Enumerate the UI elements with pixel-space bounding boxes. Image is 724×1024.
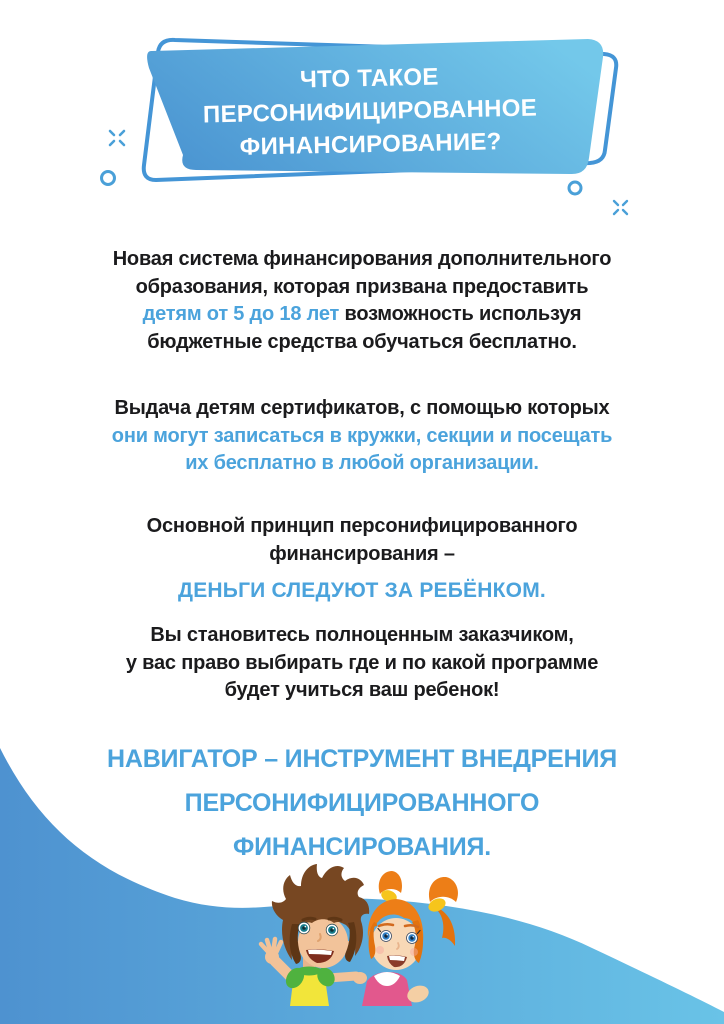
circle-outline-icon bbox=[102, 172, 115, 185]
boy-eyebrow bbox=[329, 918, 341, 920]
intro-paragraph bbox=[50, 246, 674, 356]
principle-line: Основной принцип персонифицированного bbox=[146, 515, 578, 537]
boy-figure bbox=[261, 864, 369, 1006]
sparkle-cross-icon bbox=[110, 131, 124, 145]
principle-line: финансирования – bbox=[269, 542, 455, 565]
boy-eyebrow bbox=[303, 918, 315, 920]
certificates-line: Выдача детям сертификатов, с помощью которых bbox=[114, 397, 610, 419]
banner-title-line: ФИНАНСИРОВАНИЕ? bbox=[239, 128, 502, 161]
intro-line bbox=[50, 301, 674, 329]
certificates-line-accent: они могут записаться в кружки, секции и посещать bbox=[111, 424, 613, 447]
intro-age-highlight: детям от 5 до 18 лет bbox=[142, 303, 340, 325]
girl-blush bbox=[410, 948, 418, 956]
boy-hand bbox=[353, 972, 367, 984]
banner-title-line: ПЕРСОНИФИЦИРОВАННОЕ bbox=[202, 94, 538, 129]
intro-line: бюджетные средства обучаться бесплатно. bbox=[147, 330, 577, 353]
intro-line-rest: возможность используя bbox=[339, 303, 582, 325]
girl-pigtail bbox=[429, 877, 458, 902]
sparkle-cross-icon bbox=[614, 201, 627, 214]
girl-figure bbox=[362, 871, 458, 1006]
navigator-line: ПЕРСОНИФИЦИРОВАННОГО bbox=[184, 789, 540, 817]
girl-blush bbox=[376, 946, 384, 954]
circle-outline-icon bbox=[569, 182, 581, 194]
intro-line: Новая система финансирования дополнительного bbox=[112, 248, 612, 270]
certificates-paragraph bbox=[50, 395, 674, 478]
children-illustration bbox=[256, 860, 468, 1008]
navigator-line: НАВИГАТОР – ИНСТРУМЕНТ ВНЕДРЕНИЯ bbox=[106, 745, 618, 773]
girl-pigtail bbox=[437, 908, 455, 946]
customer-line: Вы становитесь полноценным заказчиком, bbox=[150, 624, 574, 646]
banner-title-line: ЧТО ТАКОЕ bbox=[299, 63, 439, 94]
intro-line: образования, которая призвана предоставить bbox=[135, 275, 589, 298]
boy-fingers bbox=[261, 939, 281, 955]
customer-line: у вас право выбирать где и по какой программе bbox=[125, 651, 599, 674]
certificates-line-accent: их бесплатно в любой организации. bbox=[185, 452, 539, 474]
money-follows-child-slogan: ДЕНЬГИ СЛЕДУЮТ ЗА РЕБЁНКОМ. bbox=[178, 579, 546, 602]
principle-paragraph bbox=[50, 513, 674, 568]
navigator-line: ФИНАНСИРОВАНИЯ. bbox=[232, 833, 492, 861]
customer-paragraph bbox=[50, 622, 674, 705]
banner-title bbox=[149, 57, 591, 165]
girl-pigtail bbox=[379, 871, 402, 894]
customer-line: будет учиться ваш ребенок! bbox=[224, 679, 500, 701]
